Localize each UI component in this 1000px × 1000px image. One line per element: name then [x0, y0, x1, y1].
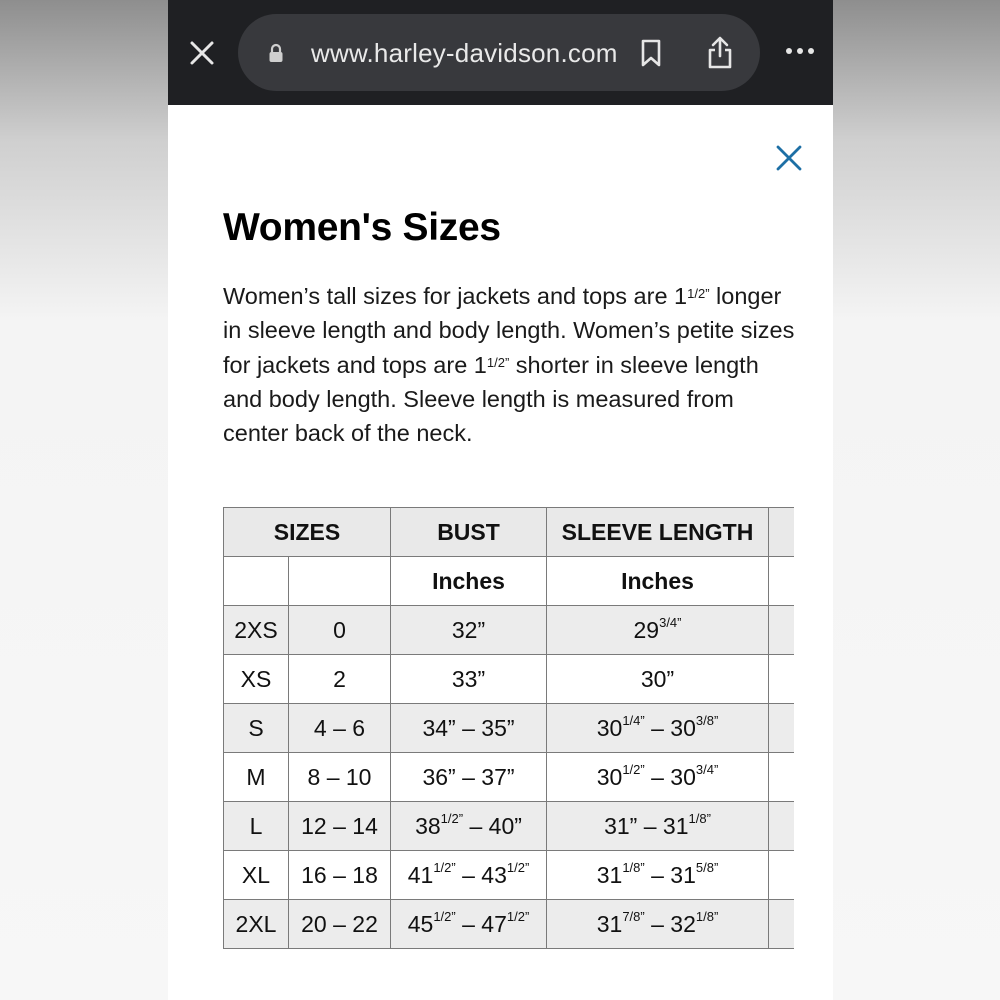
bust-cell: $38^{1/2”} - 40$”	[391, 802, 547, 851]
url-text[interactable]: www.harley-davidson.com	[311, 38, 618, 68]
cutoff-cell	[769, 557, 794, 606]
cutoff-cell	[769, 606, 794, 655]
table-row	[224, 655, 794, 704]
close-icon[interactable]	[189, 40, 215, 66]
size-chart-table	[223, 507, 794, 949]
cutoff-cell	[769, 655, 794, 704]
size-cell: XL	[224, 851, 289, 900]
number-size-cell: 0	[289, 606, 391, 655]
cutoff-cell	[769, 753, 794, 802]
number-size-cell: 4 – 6	[289, 704, 391, 753]
address-bar[interactable]	[238, 14, 760, 91]
share-icon[interactable]	[706, 36, 734, 70]
modal-close-icon[interactable]	[775, 144, 803, 172]
size-cell: 2XL	[224, 900, 289, 949]
number-size-cell: 16 – 18	[289, 851, 391, 900]
units-cell-sleeve: Inches	[547, 557, 769, 606]
sleeve-cell: 30”	[547, 655, 769, 704]
modal-title: Women's Sizes	[223, 206, 501, 249]
size-cell: XS	[224, 655, 289, 704]
size-cell: 2XS	[224, 606, 289, 655]
header-sleeve-length: SLEEVE LENGTH	[547, 508, 769, 557]
cutoff-cell	[769, 802, 794, 851]
cutoff-cell	[769, 900, 794, 949]
bust-cell: 32”	[391, 606, 547, 655]
sleeve-cell: $31^{1/8”} - 31^{5/8”}$	[547, 851, 769, 900]
sleeve-cell: $29^{3/4”}$	[547, 606, 769, 655]
bust-cell: 36” – 37”	[391, 753, 547, 802]
sleeve-cell: $30^{1/4”} - 30^{3/8”}$	[547, 704, 769, 753]
table-row	[224, 851, 794, 900]
sleeve-cell: $30^{1/2”} - 30^{3/4”}$	[547, 753, 769, 802]
bookmark-icon[interactable]	[640, 39, 662, 67]
size-description: Women’s tall sizes for jackets and tops are $1^{1/2”}$ longer in sleeve length and body length. Women’s petite sizes for jackets and tops are $1^{1/2”}$ shorter in sleeve length and body length. Sleeve length is measured from center back of the neck.	[223, 283, 795, 447]
table-row	[224, 704, 794, 753]
cutoff-cell	[769, 704, 794, 753]
header-bust: BUST	[391, 508, 547, 557]
cutoff-cell	[769, 851, 794, 900]
table-row	[224, 900, 794, 949]
units-cell	[289, 557, 391, 606]
sleeve-cell: $31^{7/8”} - 32^{1/8”}$	[547, 900, 769, 949]
size-cell: L	[224, 802, 289, 851]
table-row	[224, 606, 794, 655]
bust-cell: 34” – 35”	[391, 704, 547, 753]
header-sizes: SIZES	[224, 508, 391, 557]
header-cutoff	[769, 508, 794, 557]
number-size-cell: 2	[289, 655, 391, 704]
units-row	[224, 557, 794, 606]
table-row	[224, 802, 794, 851]
units-cell	[224, 557, 289, 606]
number-size-cell: 20 – 22	[289, 900, 391, 949]
size-cell: S	[224, 704, 289, 753]
more-icon[interactable]	[785, 46, 815, 56]
phone-screen	[168, 0, 833, 1000]
sleeve-cell: 31” – $31^{1/8”}$	[547, 802, 769, 851]
units-cell-bust: Inches	[391, 557, 547, 606]
bust-cell: 33”	[391, 655, 547, 704]
table-row	[224, 753, 794, 802]
number-size-cell: 8 – 10	[289, 753, 391, 802]
browser-toolbar	[168, 0, 833, 105]
lock-icon	[268, 43, 284, 63]
bust-cell: $45^{1/2”} - 47^{1/2”}$	[391, 900, 547, 949]
table-header-row	[224, 508, 794, 557]
number-size-cell: 12 – 14	[289, 802, 391, 851]
bust-cell: $41^{1/2”} - 43^{1/2”}$	[391, 851, 547, 900]
size-cell: M	[224, 753, 289, 802]
